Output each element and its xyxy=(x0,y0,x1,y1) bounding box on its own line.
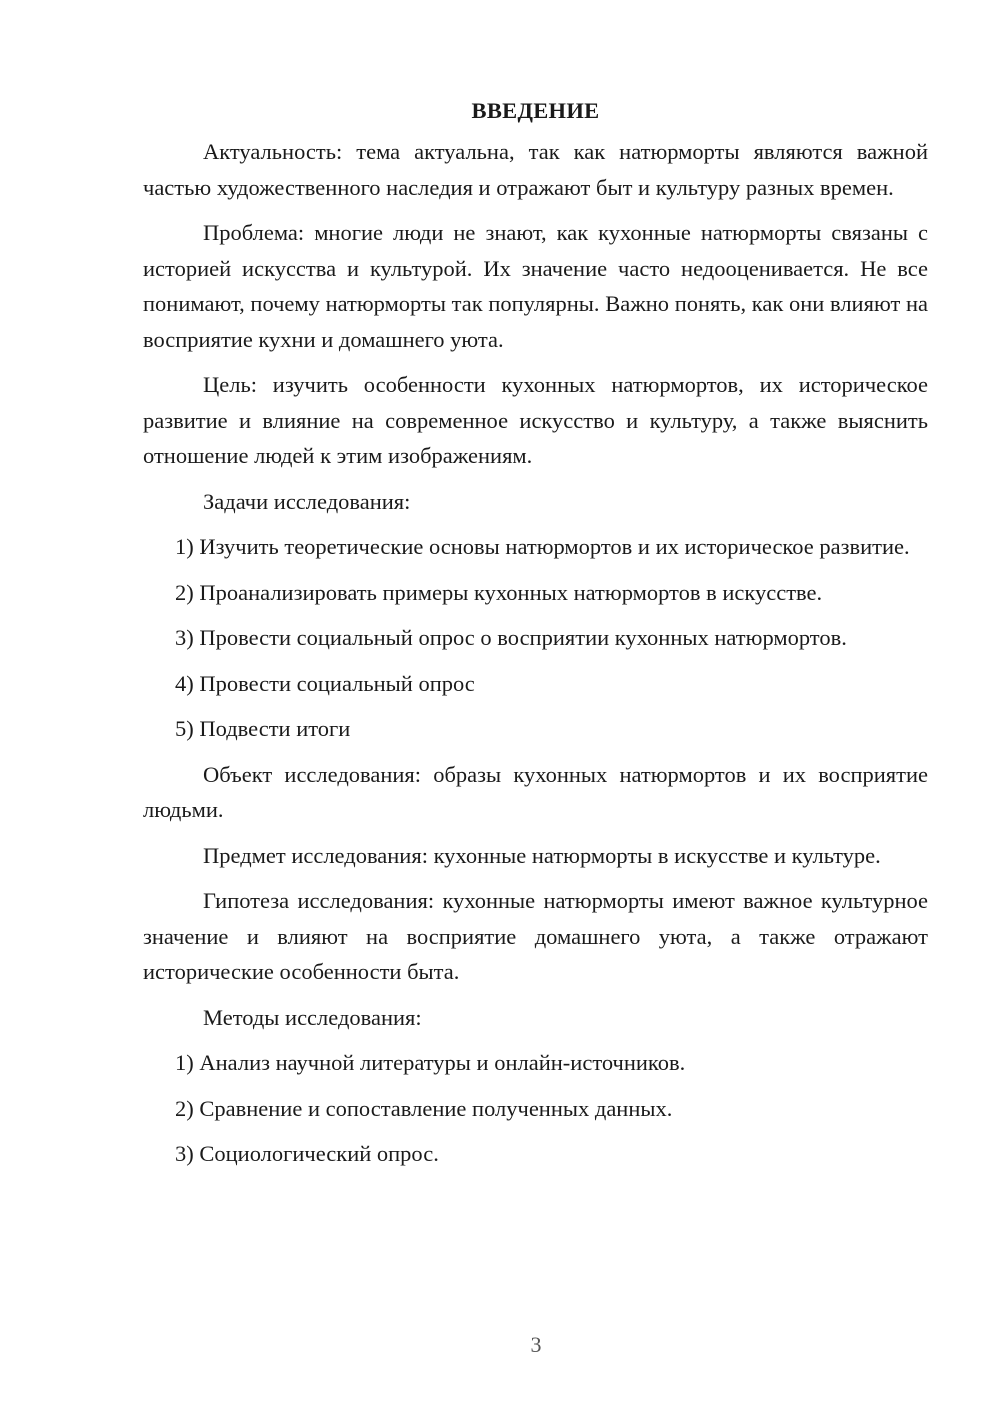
task-item: 2) Проанализировать примеры кухонных натюрмортов в искусстве. xyxy=(175,579,823,605)
paragraph-object: Объект исследования: образы кухонных натюрмортов и их восприятие людьми. xyxy=(143,761,928,822)
paragraph-goal: Цель: изучить особенности кухонных натюрмортов, их историческое развитие и влияние на современное искусство и культуру, а также выяснить отношение людей к этим изображениям. xyxy=(143,372,928,468)
task-item: 4) Провести социальный опрос xyxy=(175,670,475,696)
paragraph-subject: Предмет исследования: кухонные натюрморты в искусстве и культуре. xyxy=(203,842,881,868)
paragraph-relevance: Актуальность: тема актуальна, так как натюрморты являются важной частью художественного наследия и отражают быт и культуру разных времен. xyxy=(143,139,928,200)
task-item: 5) Подвести итоги xyxy=(175,716,351,741)
method-item: 3) Социологический опрос. xyxy=(175,1141,439,1166)
page-title: ВВЕДЕНИЕ xyxy=(471,98,600,123)
page-content xyxy=(143,96,928,1182)
paragraph-problem: Проблема: многие люди не знают, как кухонные натюрморты связаны с историей искусства и культурой. Их значение часто недооценивается. Не все понимают, почему натюрморты так популярны. Важно понять, как они влияют на восприятие кухни и домашнего уюта. xyxy=(143,220,928,352)
page-number: 3 xyxy=(530,1332,542,1357)
method-item: 1) Анализ научной литературы и онлайн-источников. xyxy=(175,1050,686,1075)
tasks-label: Задачи исследования: xyxy=(203,488,411,514)
method-item: 2) Сравнение и сопоставление полученных данных. xyxy=(175,1095,673,1121)
methods-label: Методы исследования: xyxy=(203,1004,422,1030)
paragraph-hypothesis: Гипотеза исследования: кухонные натюрморты имеют важное культурное значение и влияют на восприятие домашнего уюта, а также отражают исторические особенности быта. xyxy=(143,888,928,984)
task-item: 3) Провести социальный опрос о восприятии кухонных натюрмортов. xyxy=(175,625,847,650)
task-item: 1) Изучить теоретические основы натюрмортов и их историческое развитие. xyxy=(175,534,910,559)
